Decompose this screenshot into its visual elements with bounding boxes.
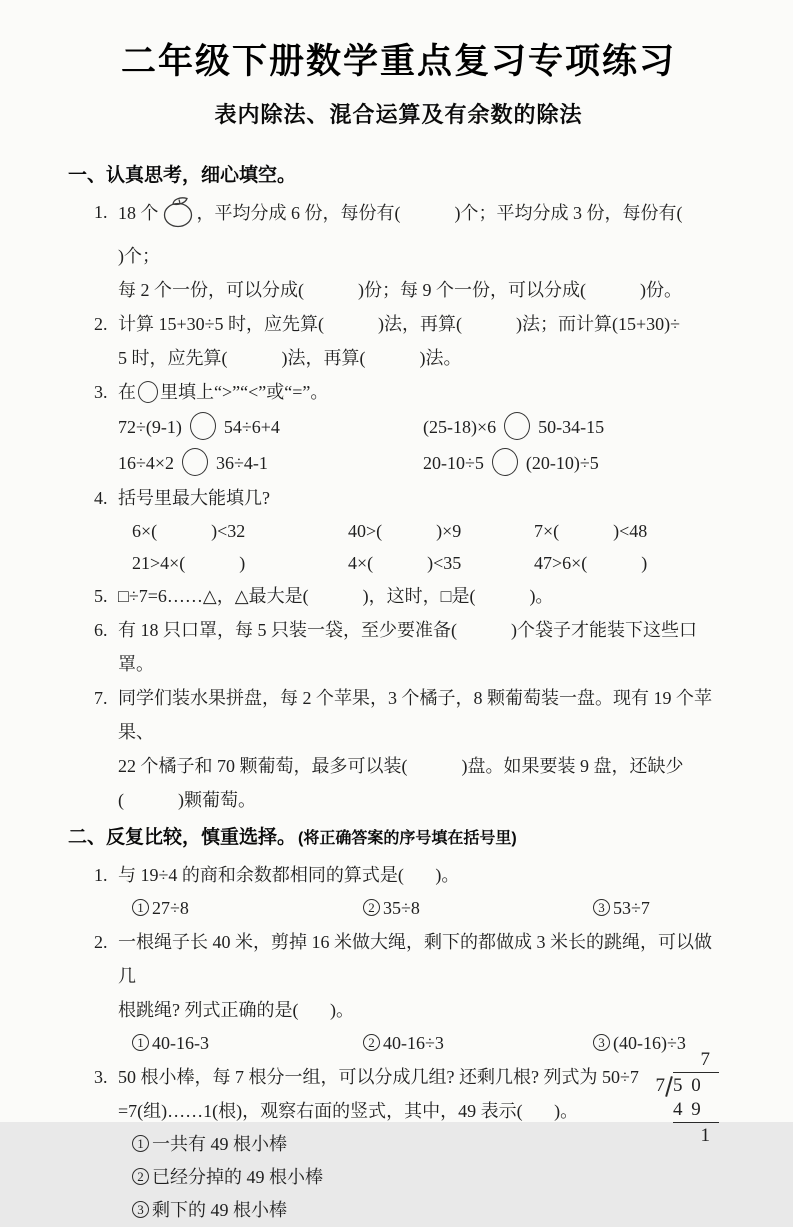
page-title: 二年级下册数学重点复习专项练习 [120, 42, 676, 81]
option-item [132, 1027, 363, 1060]
expression-right: 36÷4-1 [216, 453, 268, 473]
fill-blank-grid [118, 515, 729, 579]
s1-q4-prompt: 括号里最大能填几? [118, 488, 270, 508]
question-number: 4. [94, 488, 108, 508]
question-body [118, 579, 729, 613]
quotient-value: 7 [673, 1048, 719, 1073]
s1-q3-prompt [118, 375, 729, 409]
s2-question-1 [94, 858, 729, 925]
expression-left: 20-10÷5 [423, 453, 484, 473]
comparison-item [423, 445, 729, 481]
s1-q3-prompt-post: 里填上“>”“<”或“=”。 [160, 382, 329, 402]
comparison-grid [118, 409, 729, 481]
question-number: 2. [94, 932, 108, 952]
question-body [118, 613, 729, 681]
dividend-value: 5 0 [673, 1075, 701, 1096]
question-number: 5. [94, 586, 108, 606]
option-text: 已经分掉的 49 根小棒 [152, 1167, 323, 1187]
division-bracket-icon [665, 1076, 673, 1097]
option-number: 1 [132, 899, 149, 916]
expression-left: 72÷(9-1) [118, 417, 182, 437]
question-body [118, 681, 729, 817]
s1-q7-line1: 同学们装水果拼盘，每 2 个苹果，3 个橘子，8 颗葡萄装一盘。现有 19 个苹果、 [118, 688, 712, 742]
s1-question-6 [94, 613, 729, 681]
question-number: 3. [94, 382, 108, 402]
fill-circle-icon [138, 381, 158, 403]
fill-blank-item: 47>6×( ) [534, 553, 648, 573]
s2-question-3 [94, 1049, 729, 1227]
long-division-dividend-row [641, 1073, 719, 1098]
options-row [118, 1027, 729, 1060]
s1-q1-text-post: ，平均分成 6 份，每份有( )个；平均分成 3 份，每份有( )个； [118, 203, 737, 266]
fill-circle-icon [492, 448, 518, 476]
expression-left: 16÷4×2 [118, 453, 175, 473]
option-number: 3 [593, 1034, 610, 1051]
s1-q2-line1: 计算 15+30÷5 时，应先算( )法，再算( )法；而计算(15+30)÷ [118, 314, 681, 334]
s1-q7-line3: ( )颗葡萄。 [118, 790, 256, 810]
question-number: 7. [94, 688, 108, 708]
option-number: 1 [132, 1034, 149, 1051]
s1-q1-text-pre: 18 个 [118, 203, 159, 223]
fill-circle-icon [182, 448, 208, 476]
question-number: 2. [94, 314, 108, 334]
long-division-product-row [641, 1098, 719, 1123]
long-division-figure [641, 1048, 719, 1148]
question-body [118, 481, 729, 579]
fill-circle-icon [190, 412, 216, 440]
question-body [118, 307, 729, 375]
s2-q2-line1: 一根绳子长 40 米，剪掉 16 米做大绳，剩下的都做成 3 米长的跳绳，可以做几 [118, 932, 712, 986]
comparison-item [423, 409, 729, 445]
fill-blank-item: 6×( )<32 [132, 521, 246, 541]
s2-q1-text: 与 19÷4 的商和余数都相同的算式是( )。 [118, 865, 460, 885]
option-text: 40-16÷3 [383, 1033, 444, 1053]
options-list [118, 1128, 641, 1227]
option-number: 3 [132, 1201, 149, 1218]
remainder-value: 1 [700, 1125, 710, 1146]
s1-q1-line1 [118, 195, 737, 273]
fill-circle-icon [504, 412, 530, 440]
s1-question-7 [94, 681, 729, 817]
s1-q7-line2: 22 个橘子和 70 颗葡萄，最多可以装( )盘。如果要装 9 盘，还缺少 [118, 756, 684, 776]
question-body [118, 195, 737, 307]
question-number: 6. [94, 620, 108, 640]
option-number: 1 [132, 1135, 149, 1152]
option-text: (40-16)÷3 [613, 1033, 686, 1053]
option-number: 2 [132, 1168, 149, 1185]
comparison-item [118, 445, 423, 481]
s1-q5-text: □÷7=6……△，△最大是( )，这时，□是( )。 [118, 586, 554, 606]
long-division-quotient-row [641, 1048, 719, 1073]
question-number: 3. [94, 1067, 108, 1087]
s1-q1-line2: 每 2 个一份，可以分成( )份；每 9 个一份，可以分成( )份。 [118, 280, 682, 300]
s1-q6-text: 有 18 只口罩，每 5 只装一袋，至少要准备( )个袋子才能装下这些口罩。 [118, 620, 697, 674]
option-number: 2 [363, 899, 380, 916]
section2-header-main: 二、反复比较，慎重选择。 [68, 827, 297, 848]
option-text: 40-16-3 [152, 1033, 209, 1053]
s1-question-1 [94, 195, 737, 307]
question-body [118, 375, 729, 481]
product-value: 4 9 [673, 1098, 719, 1123]
expression-right: 54÷6+4 [223, 417, 280, 437]
expression-right: (20-10)÷5 [525, 453, 599, 473]
option-item [132, 892, 363, 925]
fill-blank-item: 40>( )×9 [348, 521, 462, 541]
option-item [132, 1194, 641, 1227]
section2-header-note: (将正确答案的序号填在括号里) [298, 830, 517, 847]
option-item [132, 1161, 641, 1194]
option-text: 剩下的 49 根小棒 [152, 1200, 287, 1220]
long-division-remainder-row [641, 1123, 719, 1148]
apple-icon [160, 195, 196, 239]
s2-q3-line1: 50 根小棒，每 7 根分一组，可以分成几组? 还剩几根? 列式为 50÷7 [118, 1067, 639, 1087]
comparison-item [118, 409, 423, 445]
fill-blank-item: 21>4×( ) [132, 553, 246, 573]
s1-q2-line2: 5 时，应先算( )法，再算( )法。 [118, 348, 462, 368]
option-text: 53÷7 [613, 898, 650, 918]
option-number: 2 [363, 1034, 380, 1051]
question-body [118, 1060, 729, 1227]
option-item [593, 892, 729, 925]
option-item [363, 892, 593, 925]
fill-blank-item: 7×( )<48 [534, 521, 648, 541]
s1-question-4 [94, 481, 729, 579]
options-row [118, 892, 729, 925]
option-item [132, 1128, 641, 1161]
option-text: 35÷8 [383, 898, 420, 918]
s1-question-3 [94, 375, 729, 481]
question-body [118, 858, 729, 925]
s2-q3-line2: =7(组)……1(根)，观察右面的竖式，其中，49 表示( )。 [118, 1101, 579, 1121]
s2-q2-line2: 根跳绳? 列式正确的是( )。 [118, 1000, 354, 1020]
s1-q3-prompt-pre: 在 [118, 382, 136, 402]
option-number: 3 [593, 899, 610, 916]
s1-question-5 [94, 579, 729, 613]
s2-question-2 [94, 925, 729, 1060]
question-number: 1. [94, 202, 108, 222]
divisor-value: 7 [655, 1075, 665, 1096]
expression-left: (25-18)×6 [423, 417, 497, 437]
page-subtitle: 表内除法、混合运算及有余数的除法 [214, 102, 583, 127]
fill-blank-item: 4×( )<35 [348, 553, 462, 573]
expression-right: 50-34-15 [538, 417, 605, 437]
section2-header [68, 823, 729, 854]
option-text: 27÷8 [152, 898, 189, 918]
question-body [118, 925, 729, 1060]
option-text: 一共有 49 根小棒 [152, 1134, 287, 1154]
question-number: 1. [94, 865, 108, 885]
option-item [363, 1027, 593, 1060]
section1-header: 一、认真思考，细心填空。 [68, 165, 297, 186]
s1-question-2 [94, 307, 729, 375]
